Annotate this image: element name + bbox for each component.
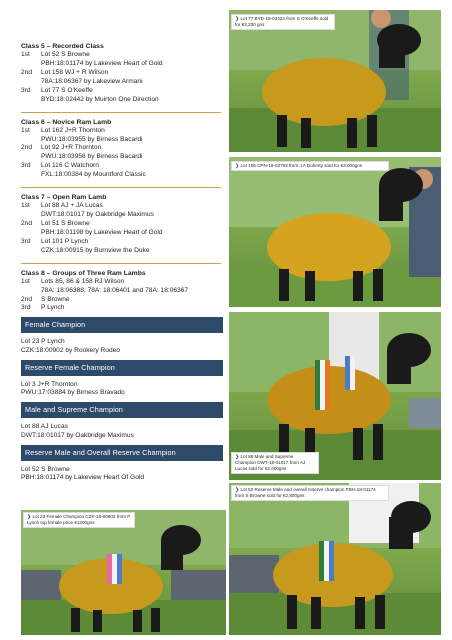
caption-text: Lot 52 Reserve Male and overall reserve champion PBH-18-01174 from S Browne sold for €2,800gns [235,487,376,499]
placing-entry: Lot 92 J+R Thornton [41,144,102,152]
caption-arrow-icon: ❯ [235,454,240,460]
photo-lot-52 [229,483,441,635]
placing-entry: Lot 77 S O'Keeffe [41,86,93,94]
caption-arrow-icon: ❯ [235,16,240,22]
placing-position: 3rd [21,86,31,94]
placing-row [21,238,226,247]
champion-heading-bar: Reserve Male and Overall Reserve Champion [21,445,223,461]
placing-entry: S Browne [41,295,70,303]
caption-arrow-icon: ❯ [235,487,240,493]
champion-pedigree: CZK:18:00902 by Rookery Rodeo [21,346,120,354]
placing-entry: Lot 158 WJ + R Wilson [41,68,109,76]
placing-entry: P Lynch [41,304,65,312]
champion-lot: Lot 52 S Browne [21,465,70,473]
placing-row [21,51,226,60]
placing-position: 3rd [21,304,31,312]
photo-lot-23 [21,510,226,635]
placing-position: 3rd [21,162,31,170]
caption-text: Lot 23 Female Champion CZK-18-00902 from P Lynch top female price €1200gns [27,514,131,526]
placing-position: 1st [21,202,30,210]
placing-position: 1st [21,277,30,285]
photo-lot-105 [229,157,441,307]
placing-row [21,127,226,136]
placing-pedigree: PBH:18:01198 by Lakeview Heart of Gold [41,228,163,236]
champion-heading-bar: Female Champion [21,317,223,333]
class-title: Class 7 – Open Ram Lamb [21,194,107,202]
placing-row [21,144,226,153]
champion-heading-bar: Male and Supreme Champion [21,402,223,418]
class-title: Class 5 – Recorded Class [21,43,104,50]
champion-pedigree: DWT:18:01017 by Oakbridge Maximus [21,431,134,439]
champion-pedigree: PBH:18:01174 by Lakeview Heart Of Gold [21,474,145,482]
caption-text: Lot 77 BYD-18-02424 from S O'Keeffe sold for €3,200 gns [235,16,329,28]
photo-lot-88 [229,312,441,480]
placing-entry: Lot 51 S Browne [41,219,90,227]
ram-illustration [229,10,441,152]
placing-pedigree: FXL:18:00384 by Mountford Classic [41,171,146,179]
caption-arrow-icon: ❯ [27,514,32,520]
photo-caption [231,485,389,501]
photo-caption [231,161,389,171]
champion-lot: Lot 23 P Lynch [21,338,65,345]
class-title: Class 8 – Groups of Three Ram Lambs [21,269,146,277]
placing-row [21,304,226,313]
placing-pedigree: PWU:18:03956 by Birness Bacardi [41,153,143,161]
placing-position: 2nd [21,219,33,227]
class-title: Class 6 – Novice Ram Lamb [21,118,112,126]
placing-entry: Lot 88 AJ + JA Lucas [41,202,103,210]
champion-lot: Lot 88 AJ Lucas [21,423,68,430]
champion-results [21,317,226,483]
placing-pedigree: DWT:18:01017 by Oakbridge Maximus [41,211,154,219]
caption-text: Lot 88 Male and Supreme Champion DWT-18-01017 from AJ Lucas sold for €2,000gns [235,454,306,471]
champion-heading-bar: Reserve Female Champion [21,360,223,376]
caption-text: Lot 105 CPN-18-02763 from J A Doherty sold for €3,000gns [240,163,363,168]
placing-position: 3rd [21,237,31,245]
champion-pedigree: PWU:17:03884 by Birness Bravado [21,389,125,397]
photo-caption [231,452,319,474]
ram-illustration [229,483,441,635]
placing-pedigree: BYD:18:02442 by Muirton One Direction [41,95,159,103]
placing-row [21,69,226,78]
placing-entry: Lot 52 S Browne [41,51,90,59]
placing-row [21,278,226,287]
placing-position: 2nd [21,144,33,152]
results-column [21,42,226,483]
placing-entry: Lot 116 C Watchorn [41,162,99,170]
placing-position: 2nd [21,295,33,303]
photo-lot-77 [229,10,441,152]
placing-row [21,296,226,305]
class-results [21,42,226,313]
placing-row [21,220,226,229]
class-divider [21,263,221,264]
ewe-illustration [21,510,226,635]
placing-entry: Lot 101 P Lynch [41,237,89,245]
placing-pedigree: PWU:18:03955 by Birness Bacardi [41,135,143,143]
placing-pedigree: PBH:18:01174 by Lakeview Heart of Gold [41,60,163,68]
placing-position: 1st [21,126,30,134]
class-divider [21,187,221,188]
placing-pedigree: 78A: 18:06388, 78A: 18:06401 and 78A: 18:06367 [41,286,189,294]
placing-entry: Lots 85, 86 & 158 RJ Wilson [41,277,125,285]
placing-entry: Lot 162 J+R Thornton [41,126,105,134]
class-divider [21,112,221,113]
placing-row [21,202,226,211]
ram-illustration [229,157,441,307]
placing-position: 1st [21,51,30,59]
placing-pedigree: CZK:18:00915 by Burnview the Duke [41,246,150,254]
placing-pedigree: 78A:18:06367 by Lakeview Armani [41,77,143,85]
photo-caption [231,14,335,30]
placing-row [21,162,226,171]
champion-lot: Lot 3 J+R Thornton [21,380,78,388]
caption-arrow-icon: ❯ [235,163,240,169]
placing-row [21,87,226,96]
placing-position: 2nd [21,68,33,76]
photo-caption [23,512,135,528]
